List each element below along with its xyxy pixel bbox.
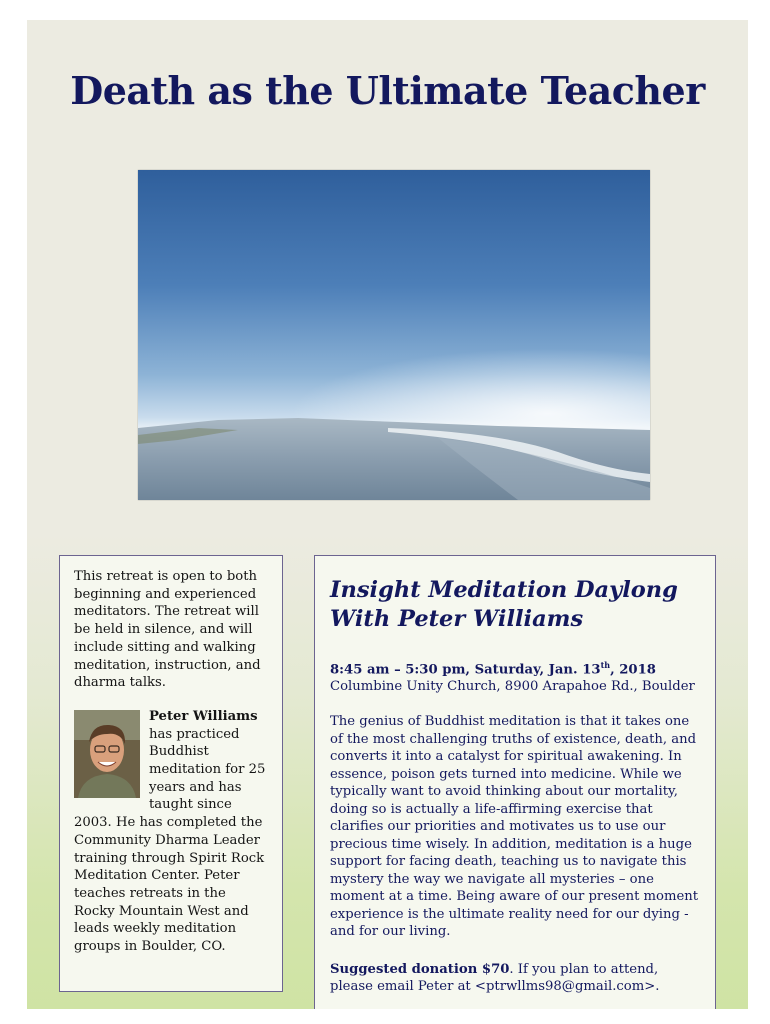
event-time: 8:45 am – 5:30 pm, Saturday, Jan. 13 (330, 662, 601, 678)
event-date-time (330, 660, 699, 677)
teacher-bio (74, 708, 270, 956)
retreat-intro-text: This retreat is open to both beginning and experienced meditators. The retreat will be held in silence, and will include sitting and walking meditation, instruction, and dharma talks. (74, 569, 261, 691)
teacher-bio-text: has practiced Buddhist meditation for 25 years and has taught since 2003. He has completed the Community Dharma Leader training through Spirit Rock Meditation Center. Peter teaches retreats in the Rocky Mountain West and leads weekly meditation groups in Boulder, CO. (74, 726, 266, 955)
event-location: Columbine Unity Church, 8900 Arapahoe Rd., Boulder (330, 679, 695, 695)
event-donation (330, 961, 699, 996)
teacher-photo-image (74, 710, 140, 798)
event-date-suffix: th (600, 660, 611, 670)
event-description: The genius of Buddhist meditation is that it takes one of the most challenging truths of existence, death, and converts it into a catalyst for spiritual awakening. In essence, poison gets turned into medicine. While we typically want to avoid thinking about our mortality, doing so is actually a life-affirming exercise that clarifies our priorities and motivates us to use our precious time wisely. In addition, meditation is a huge support for facing death, teaching us to navigate this mystery the way we navigate all mysteries – one moment at a time. Being aware of our present moment experience is the ultimate reality need for our dying - and for our living. (330, 714, 699, 940)
event-title-line-2: With Peter Williams (330, 606, 584, 632)
event-title (330, 576, 699, 634)
event-year: , 2018 (610, 662, 656, 678)
hero-photo (138, 170, 650, 500)
event-title-line-1: Insight Meditation Daylong (330, 577, 678, 603)
event-details-box (314, 555, 716, 1009)
beach-landscape-image (138, 170, 650, 500)
donation-amount: Suggested donation $70 (330, 961, 510, 977)
flyer (27, 20, 748, 1009)
retreat-info-box (59, 555, 283, 992)
page-title: Death as the Ultimate Teacher (70, 68, 705, 113)
donation-contact: . If you plan to attend, please email Peter at <ptrwllms98@gmail.com>. (330, 961, 660, 995)
teacher-portrait (74, 710, 140, 798)
teacher-name: Peter Williams (149, 708, 258, 724)
